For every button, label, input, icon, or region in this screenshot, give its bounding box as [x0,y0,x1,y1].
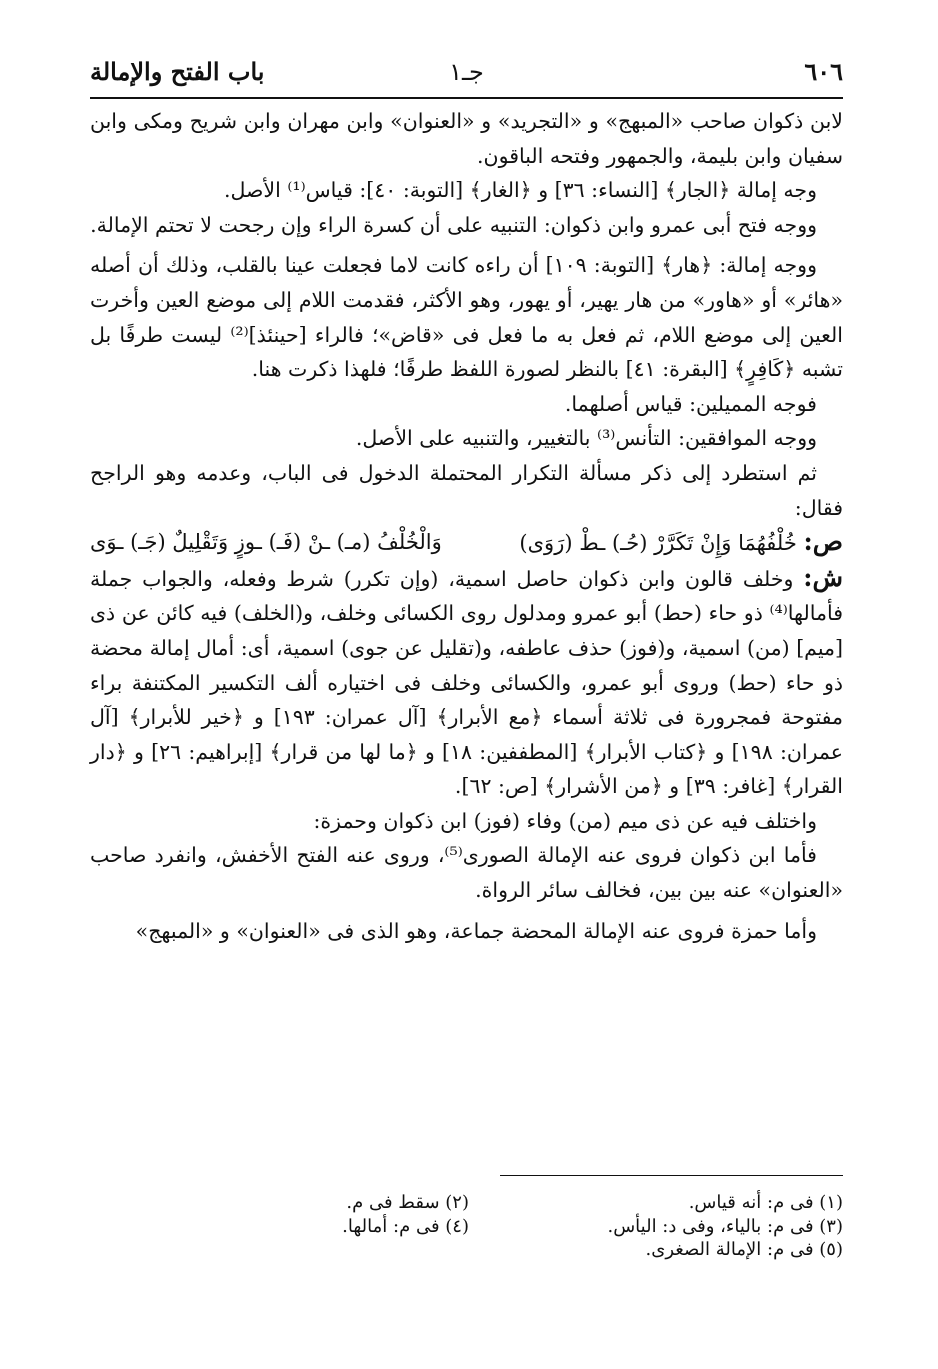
footnote-3: (٣) فى م: بالياء، وفى د: اليأس. [607,1215,843,1237]
chapter-title: باب الفتح والإمالة [90,57,265,86]
footnote-rule [500,1175,843,1176]
footnote-1: (١) فى م: أنه قياس. [688,1192,843,1213]
footnote-4: (٤) فى م: أمالها. [342,1215,469,1237]
running-header [90,52,843,92]
paragraph: واختلف فيه عن ذى ميم (من) وفاء (فوز) ابن ذكوان وحمزة: [313,808,817,833]
volume-label: جـ١ [449,58,484,86]
commentary-paragraph [90,561,843,804]
commentary-text: وخلف قالون وابن ذكوان حاصل اسمية، (وإن تكرر) شرط وفعله، والجواب جملة فأمالها⁽⁴⁾ ذو حاء (حط) أبو عمرو ومدلول روى الكسائى وخلف، و(الخلف) فيه كائن عن ذى [ميم] (من) اسمية، و(فوز) حذف عاطفه، و(تقليل عن جوى) اسمية، أى: أمال إمالة محضة ذو حاء (حط) وروى أبو عمرو، والكسائى وخلف فى اختياره ألف التكسير المكتنفة براء مفتوحة فمجرورة فى ثلاثة أسماء ﴿مع الأبرار﴾ [آل عمران: ١٩٣] و ﴿خير للأبرار﴾ [آل عمران: ١٩٨] و ﴿كتاب الأبرار﴾ [المطففين: ١٨] و ﴿ما لها من قرار﴾ [إبراهيم: ٢٦] و ﴿دار القرار﴾ [غافر: ٣٩] و ﴿من الأشرار﴾ [ص: ٦٢]. [90,566,843,799]
verse-second-hemistich: وَالْخُلْفُ (مـ) ـنْ (فَـ) ـوزٍ وَتَقْلِيلٌ (جَـ) ـوَى [90,530,442,555]
header-rule [90,97,843,99]
verse-first-hemistich [519,525,843,561]
footnotes [95,1191,843,1262]
verse-line [90,525,843,561]
commentary-label: ش: [803,562,843,592]
paragraph: لابن ذكوان صاحب «المبهج» و «التجريد» و «العنوان» وابن مهران وابن شريح ومكى وابن سفيان وابن بليمة، والجمهور وفتحه الباقون. [90,109,843,168]
paragraph: فوجه المميلين: قياس أصلهما. [564,391,817,416]
paragraph: وأما حمزة فروى عنه الإمالة المحضة جماعة، وهو الذى فى «العنوان» و «المبهج» [135,918,817,943]
paragraph: ووجه الموافقين: التأنس⁽³⁾ بالتغيير، والتنبيه على الأصل. [355,426,817,451]
paragraph: ووجه فتح أبى عمرو وابن ذكوان: التنبيه على أن كسرة الراء وإن رجحت لا تحتم الإمالة. [90,212,817,237]
paragraph: ثم استطرد إلى ذكر مسألة التكرار المحتملة الدخول فى الباب، وعدمه وهو الراجح فقال: [90,460,843,520]
footnote-2: (٢) سقط فى م. [346,1192,469,1213]
paragraph: فأما ابن ذكوان فروى عنه الإمالة الصورى⁽⁵⁾، وروى عنه الفتح الأخفش، وانفرد صاحب «العنوان» عنه بين بين، فخالف سائر الرواة. [90,843,843,903]
main-text [90,104,843,948]
footnote-5: (٥) فى م: الإمالة الصغرى. [645,1239,843,1260]
paragraph: ووجه إمالة: ﴿هار﴾ [التوبة: ١٠٩] أن راءه كانت لاما فجعلت عينا بالقلب، وذلك أن أصله «هائر» أو «هاور» من هار يهير، أو يهور، وهو الأكثر، فقدمت اللام إلى موضع العين وأخرت العين إلى موضع اللام، ثم فعل به ما فعل فى «قاض»؛ فالراء [حينئذ]⁽²⁾ ليست طرفًا بل تشبه ﴿كَافِرٍ﴾ [البقرة: ٤١] بالنظر لصورة اللفظ طرفًا؛ فلهذا ذكرت هنا. [90,253,843,382]
page-number: ٦٠٦ [804,57,843,86]
paragraph: وجه إمالة ﴿الجار﴾ [النساء: ٣٦] و ﴿الغار﴾ [التوبة: ٤٠]: قياس⁽¹⁾ الأصل. [223,178,817,203]
verse-label: ص: [803,527,843,557]
verse-text-a: خُلْفُهُمَا وَإِنْ تَكَرَّرْ (حُـ) ـطْ (رَوَى) [519,531,797,556]
